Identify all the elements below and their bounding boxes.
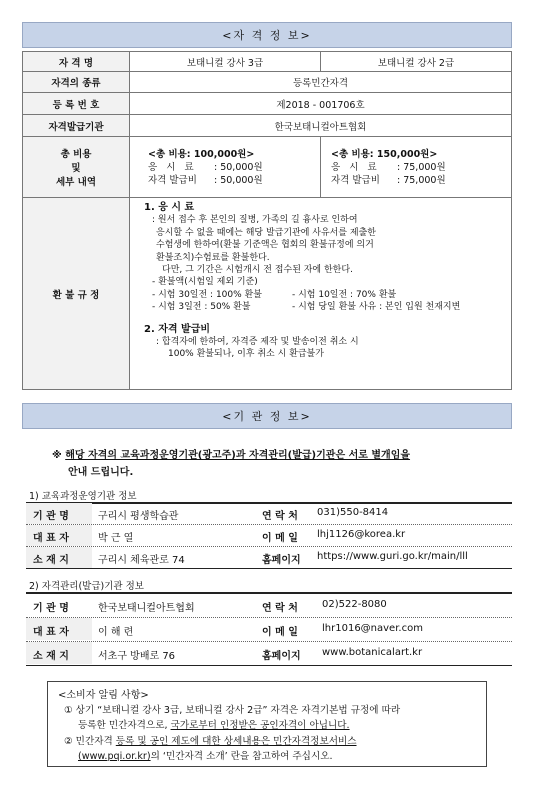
qualification-type-label: 자격의 종류 bbox=[23, 72, 130, 93]
divider bbox=[26, 524, 512, 525]
mgmt-homepage-label: 홈페이지 bbox=[262, 651, 301, 662]
divider bbox=[26, 665, 512, 666]
refund-policy-body bbox=[130, 198, 512, 390]
refund-10-days: - 시험 10일전 : 70% 환불 bbox=[292, 289, 397, 300]
edu-email-value: lhj1126@korea.kr bbox=[317, 529, 406, 540]
consumer-notice-1 bbox=[64, 702, 400, 716]
divider bbox=[26, 546, 512, 547]
edu-address-value: 구리시 체육관로 74 bbox=[98, 555, 185, 566]
qualification-name-3: 보태니컬 강사 3급 bbox=[130, 52, 321, 72]
refund-line-4: 환불조치)수험료를 환불한다. bbox=[156, 252, 270, 263]
consumer-notice-2-line-b bbox=[78, 748, 333, 762]
notice-line-2: 안내 드립니다. bbox=[68, 467, 134, 478]
fee-total-2: <총 비용: 150,000원> bbox=[331, 148, 438, 160]
fee-total-3: <총 비용: 100,000원> bbox=[148, 148, 255, 160]
fee-details-level-2 bbox=[321, 137, 512, 198]
circled-one-icon: ① bbox=[64, 705, 73, 716]
issuing-body-value: 한국보태니컬아트협회 bbox=[130, 115, 512, 137]
exam-fee-value-2: : 75,000원 bbox=[397, 161, 446, 173]
fee-label-line-3: 세부 내역 bbox=[55, 177, 96, 188]
edu-email-label: 이 메 일 bbox=[262, 533, 298, 544]
refund-line-8 bbox=[144, 301, 511, 313]
consumer-notice-2-emphasis: 등록 및 공인 제도에 대한 상세내용은 민간자격정보서비스 bbox=[115, 736, 357, 747]
edu-homepage-label: 홈페이지 bbox=[262, 555, 301, 566]
qualification-type-value: 등록민간자격 bbox=[130, 72, 512, 93]
consumer-notice-1-text: 등록한 민간자격으로, bbox=[78, 720, 171, 731]
divider bbox=[26, 617, 512, 618]
edu-institution-title: 1) 교육과정운영기관 정보 bbox=[29, 491, 137, 502]
consumer-notice-1-line-a: 상기 “보태니컬 강사 3급, 보태니컬 강사 2급” 자격은 자격기본법 규정에 따라 bbox=[75, 705, 401, 716]
divider bbox=[26, 568, 512, 569]
issuing-body-label: 자격발급기관 bbox=[23, 115, 130, 137]
organization-info-header: <기 관 정 보> bbox=[22, 403, 512, 429]
edu-rep-label: 대 표 자 bbox=[33, 533, 69, 544]
mgmt-name-label: 기 관 명 bbox=[33, 603, 69, 614]
mgmt-rep-value: 이 해 련 bbox=[98, 627, 134, 638]
refund-line-2: 응시할 수 없을 때에는 해당 발급기관에 사유서를 제출한 bbox=[156, 227, 376, 238]
consumer-notice-box bbox=[47, 681, 487, 767]
edu-contact-value: 031)550-8414 bbox=[317, 507, 389, 518]
issue-fee-label-2: 자격 발급비 bbox=[331, 174, 380, 186]
fee-label bbox=[23, 137, 130, 198]
notice-line-1: 해당 자격의 교육과정운영기관(광고주)과 자격관리(발급)기관은 서로 별개임을 bbox=[65, 450, 411, 461]
registration-number-value: 제2018 - 001706호 bbox=[130, 93, 512, 115]
exam-fee-label-2: 응 시 료 bbox=[331, 161, 377, 173]
divider bbox=[26, 502, 512, 504]
reference-mark-icon: ※ bbox=[52, 450, 62, 461]
exam-fee-value-3: : 50,000원 bbox=[214, 161, 263, 173]
refund-line-6: - 환불액(시험일 제외 기준) bbox=[152, 277, 258, 288]
mgmt-email-label: 이 메 일 bbox=[262, 627, 298, 638]
consumer-notice-2-text: 민간자격 bbox=[75, 736, 116, 747]
exam-fee-label-3: 응 시 료 bbox=[148, 161, 194, 173]
mgmt-contact-label: 연 락 처 bbox=[262, 603, 298, 614]
qualification-name-2: 보태니컬 강사 2급 bbox=[321, 52, 512, 72]
pqi-website-link[interactable]: (www.pqi.or.kr) bbox=[78, 751, 151, 762]
registration-number-label: 등 록 번 호 bbox=[23, 93, 130, 115]
mgmt-homepage-link[interactable]: www.botanicalart.kr bbox=[322, 647, 423, 658]
mgmt-address-label: 소 재 지 bbox=[33, 651, 69, 662]
issue-fee-label-3: 자격 발급비 bbox=[148, 174, 197, 186]
refund-heading-issue-fee: 2. 자격 발급비 bbox=[144, 323, 211, 335]
consumer-notice-2-tail: 의 ‘민간자격 소개’ 란을 참고하여 주십시오. bbox=[150, 751, 333, 762]
edu-rep-value: 박 근 열 bbox=[98, 533, 134, 544]
consumer-notice-1-line-b bbox=[78, 717, 350, 731]
separate-entity-notice bbox=[52, 446, 410, 461]
mgmt-contact-value: 02)522-8080 bbox=[322, 599, 387, 610]
refund-30-days: - 시험 30일전 : 100% 환불 bbox=[152, 289, 262, 300]
edu-homepage-link[interactable]: https://www.guri.go.kr/main/lll bbox=[317, 551, 468, 562]
qualification-name-label: 자 격 명 bbox=[23, 52, 130, 72]
mgmt-address-value: 서초구 방배로 76 bbox=[98, 651, 176, 662]
circled-two-icon: ② bbox=[64, 736, 73, 747]
mgmt-rep-label: 대 표 자 bbox=[33, 627, 69, 638]
refund-line-5: 다만, 그 기간은 시험개시 전 접수된 자에 한한다. bbox=[162, 265, 353, 276]
refund-line-3: 수험생에 한하여(환불 기준액은 협회의 환불규정에 의거 bbox=[156, 240, 374, 251]
consumer-notice-title: <소비자 알림 사항> bbox=[58, 690, 149, 701]
refund-issue-line-1: : 합격자에 한하여, 자격증 제작 및 발송이전 취소 시 bbox=[156, 337, 359, 348]
refund-policy-label: 환 불 규 정 bbox=[23, 198, 130, 390]
edu-name-value: 구리시 평생학습관 bbox=[98, 511, 179, 522]
refund-heading-exam-fee: 1. 응 시 료 bbox=[144, 202, 195, 213]
qualification-info-header: <자 격 정 보> bbox=[22, 22, 512, 48]
consumer-notice-2 bbox=[64, 733, 357, 747]
mgmt-institution-title: 2) 자격관리(발급)기관 정보 bbox=[29, 581, 144, 592]
edu-name-label: 기 관 명 bbox=[33, 511, 69, 522]
consumer-notice-1-emphasis: 국가로부터 인정받은 공인자격이 아닙니다. bbox=[170, 720, 350, 731]
edu-address-label: 소 재 지 bbox=[33, 555, 69, 566]
issue-fee-value-2: : 75,000원 bbox=[397, 174, 446, 186]
fee-label-line-2: 및 bbox=[71, 163, 81, 174]
qualification-table bbox=[22, 51, 512, 390]
mgmt-name-value: 한국보태니컬아트협회 bbox=[98, 603, 195, 614]
refund-3-days: - 시험 3일전 : 50% 환불 bbox=[152, 302, 251, 313]
divider bbox=[26, 592, 512, 594]
refund-line-1: : 원서 접수 후 본인의 질병, 가족의 길 흉사로 인하여 bbox=[152, 215, 358, 226]
issue-fee-value-3: : 50,000원 bbox=[214, 174, 263, 186]
mgmt-email-value: lhr1016@naver.com bbox=[322, 623, 423, 634]
refund-line-7 bbox=[144, 289, 511, 301]
fee-label-line-1: 총 비용 bbox=[60, 149, 92, 160]
edu-contact-label: 연 락 처 bbox=[262, 511, 298, 522]
refund-same-day: - 시험 당일 환불 사유 : 본인 입원 천재지변 bbox=[292, 302, 461, 313]
fee-details-level-3 bbox=[130, 137, 321, 198]
refund-issue-line-2: 100% 환불되나, 이후 취소 시 환급불가 bbox=[168, 349, 324, 360]
divider bbox=[26, 641, 512, 642]
